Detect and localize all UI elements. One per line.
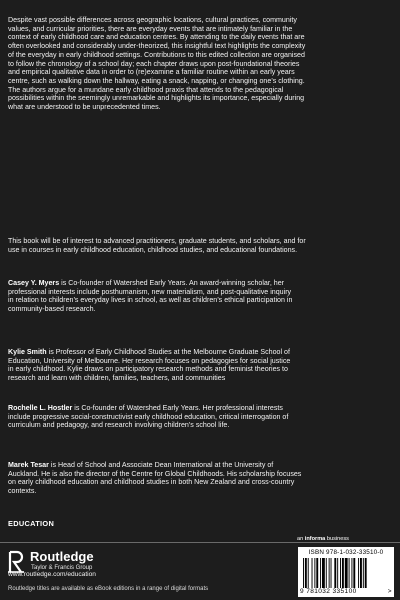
barcode-digits: 9 781032 335100 > — [300, 588, 392, 595]
author-name: Marek Tesar — [8, 461, 49, 469]
author-name: Casey Y. Myers — [8, 279, 60, 287]
isbn-number: ISBN 978-1-032-33510-0 — [308, 549, 384, 556]
author-name: Rochelle L. Hostler — [8, 404, 73, 412]
divider — [0, 542, 400, 543]
book-blurb: Despite vast possible differences across geographic locations, cultural practices, community values, and curricular priorities, there are everyday events that are intimately familiar in the context of early childhood care and education centres. By attending to the daily events that are often overlooked and considerably under-theorized, this insightful text highlights the complexity of the everyday in early childhood settings. Contributions to this edited collection are organised to follow the chronology of a school day; each chapter draws upon post-foundational theories and empirical qualitative data in order to (re)examine a familiar routine within an early years centre, such as walking down the hallway, eating a snack, napping, or changing one’s clothing. The authors argue for a mundane early childhood praxis that attends to the pedagogical possibilities within the seemingly unremarkable and highlights its importance, especially during what are understood to be unprecedented times. — [8, 16, 306, 112]
subject-category: EDUCATION — [8, 519, 55, 528]
isbn-barcode — [298, 547, 394, 597]
informa-tagline: an informa business — [297, 536, 349, 542]
author-bio-smith: Kylie Smith is Professor of Early Childhood Studies at the Melbourne Graduate School of Education, University of Melbourne. Her research focuses on pedagogies for social justice in early childhood. Kylie draws on participatory research methods and feminist theories to research and learn with children, families, teachers, and communities — [8, 348, 291, 383]
author-bio-tesar: Marek Tesar is Head of School and Associate Dean International at the University of Auckland. He is also the director of the Centre for Global Childhoods. His scholarship focuses on early childhood education and childhood studies in both New Zealand and cross-country contexts. — [8, 461, 302, 496]
publisher-website[interactable]: www.routledge.com/education — [8, 571, 96, 578]
audience-statement: This book will be of interest to advanced practitioners, graduate students, and scholars, and for use in courses in early childhood education, childhood studies, and educational foundations. — [8, 237, 306, 254]
publisher-name: Routledge — [30, 549, 94, 564]
author-bio-myers: Casey Y. Myers is Co-founder of Watershed Early Years. An award-winning scholar, her professional interests include posthumanism, new materialism, and post-qualitative inquiry in relation to children’s everyday lives in school, as well as children’s ethical participation in community-based research. — [8, 279, 293, 314]
author-bio-hostler: Rochelle L. Hostler is Co-founder of Watershed Early Years. Her professional interests include progressive social-constructivist early childhood education, critical interrogation of curriculum and pedagogy, and research involving children’s school life. — [8, 404, 289, 430]
author-name: Kylie Smith — [8, 348, 47, 356]
publisher-group: Taylor & Francis Group — [31, 565, 93, 571]
ebook-note: Routledge titles are available as eBook editions in a range of digital formats — [8, 586, 209, 592]
barcode-bars — [301, 558, 391, 590]
